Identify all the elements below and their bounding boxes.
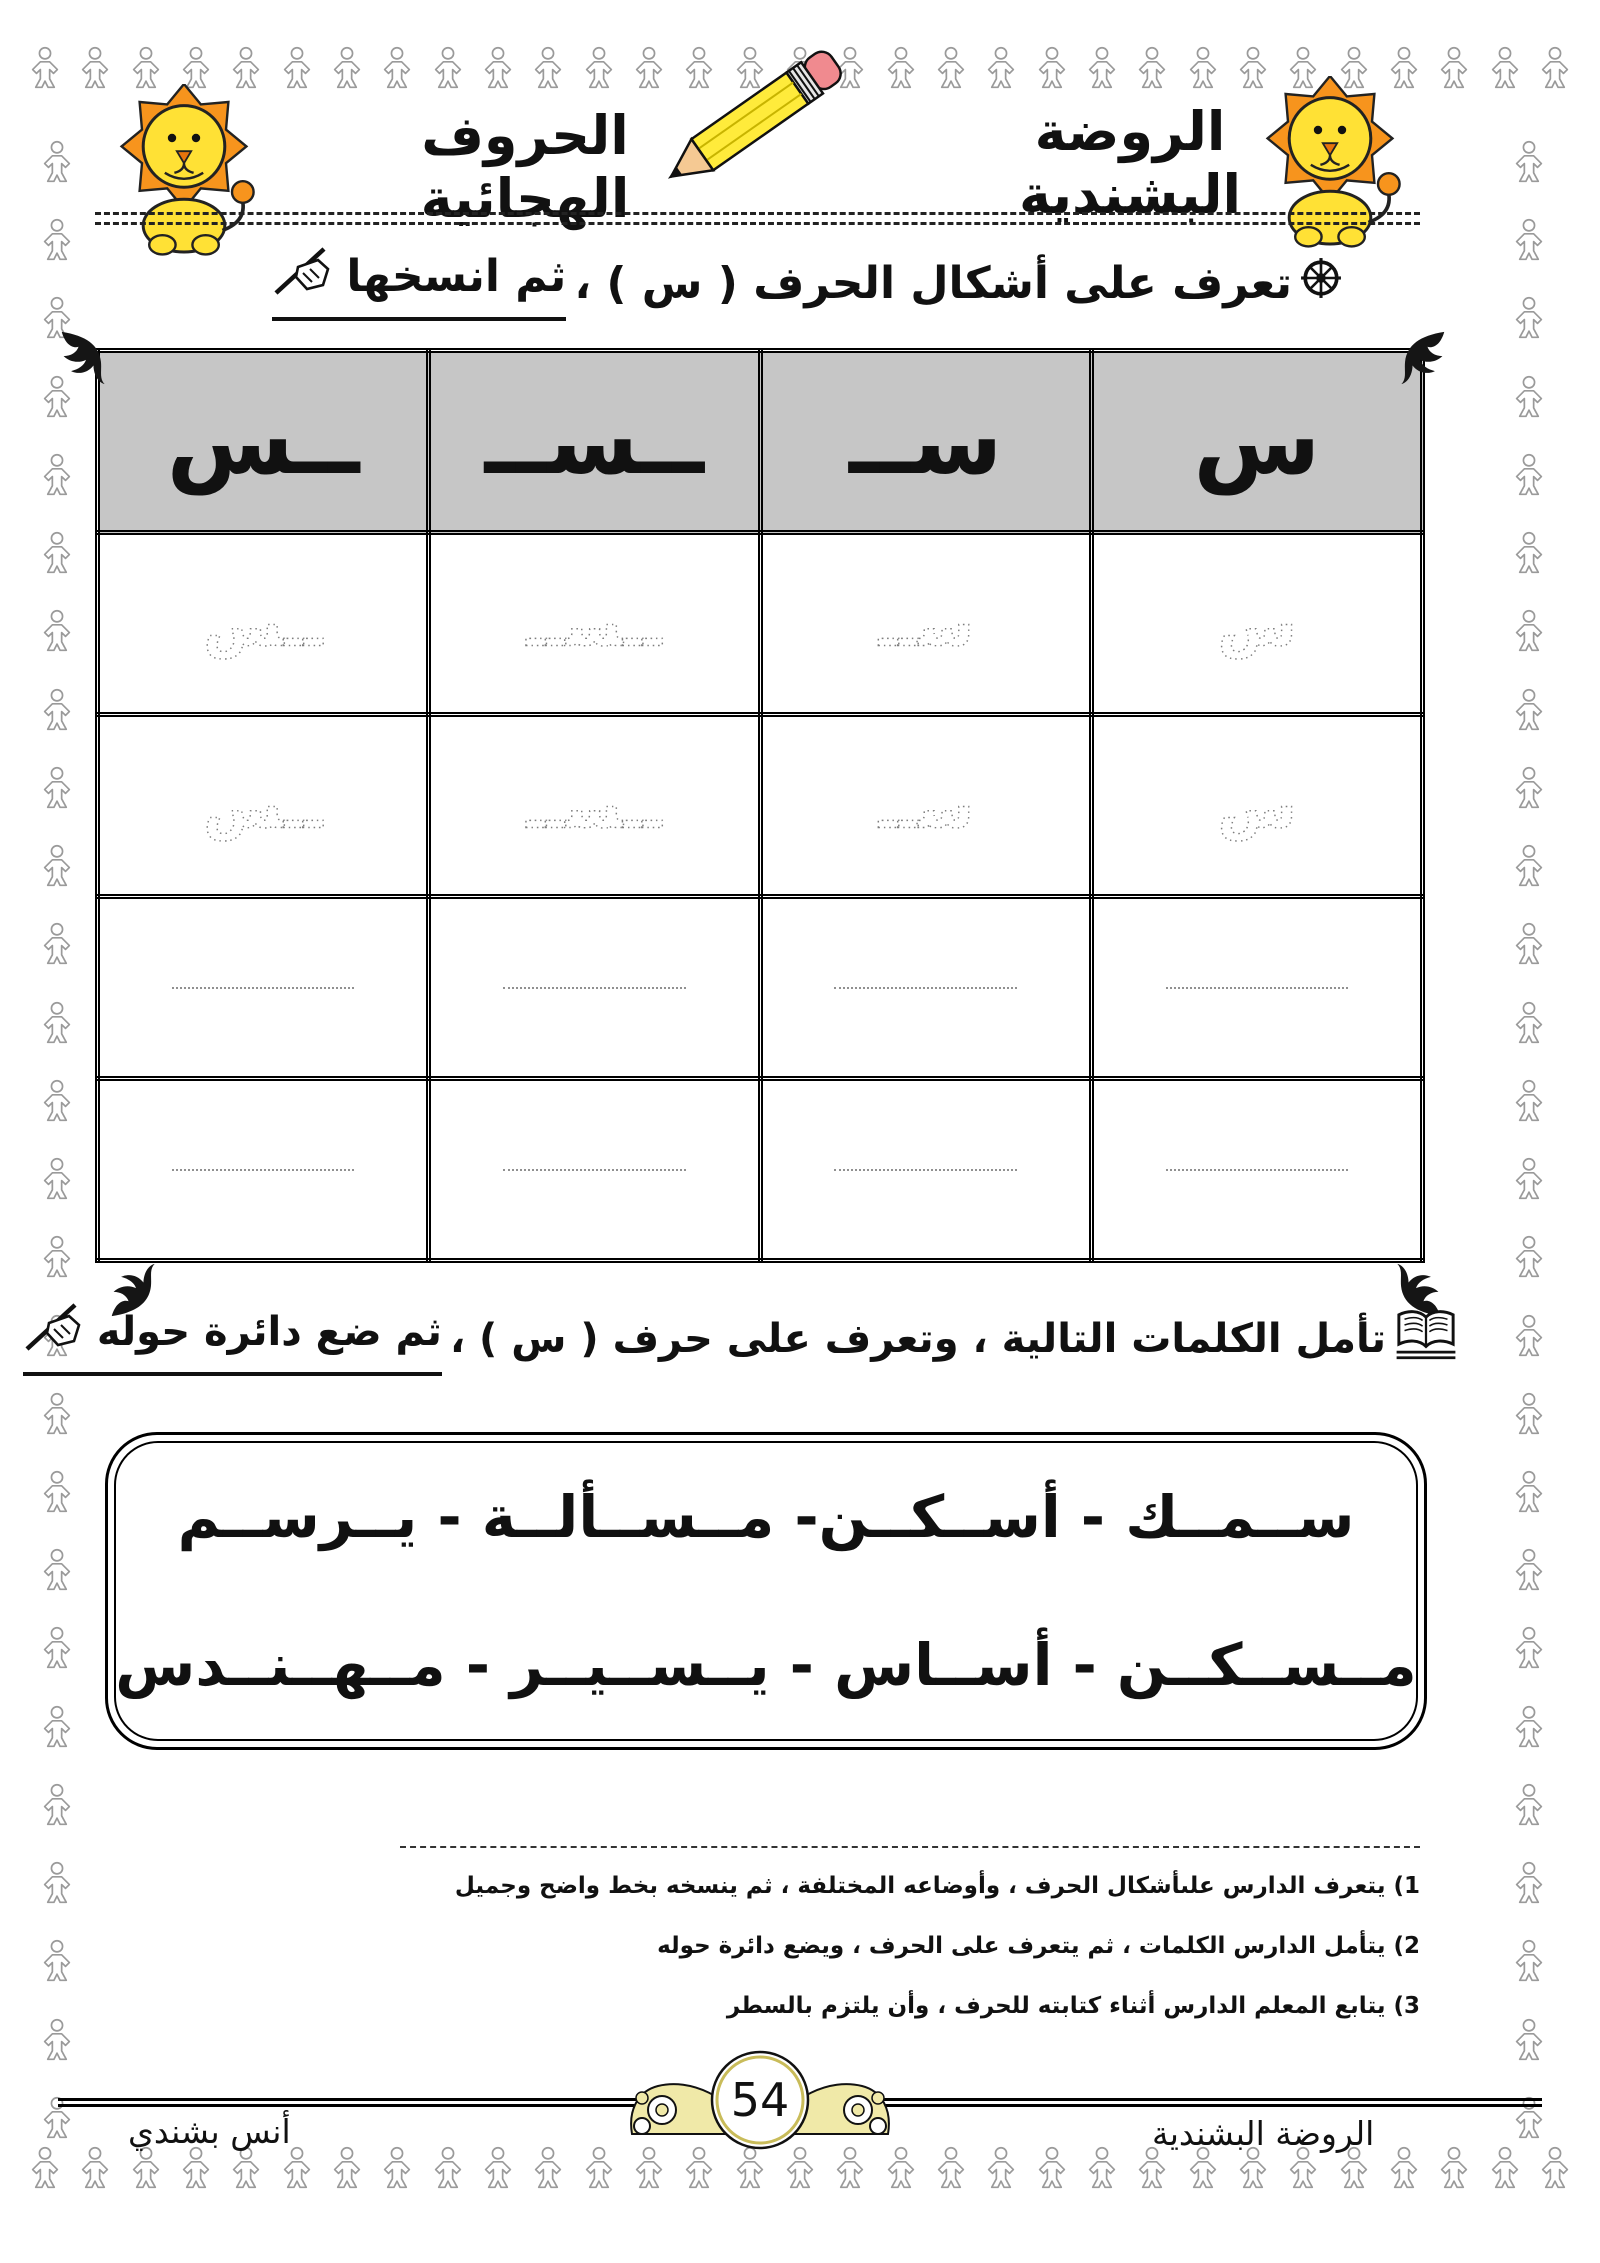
person-icon [1512, 531, 1546, 575]
header-title-brand: الروضة البشندية [1018, 100, 1242, 226]
practice-row [98, 1079, 1423, 1261]
person-icon [1512, 1157, 1546, 1201]
person-icon [1512, 766, 1546, 810]
writing-hand-icon [272, 246, 336, 307]
footnote-divider [400, 1846, 1420, 1848]
page-number: 54 [730, 2073, 790, 2127]
person-icon [330, 2146, 364, 2190]
border-right-person-icons [1512, 140, 1552, 2140]
person-icon [1488, 2146, 1522, 2190]
person-icon [1512, 218, 1546, 262]
person-icon [380, 46, 414, 90]
page-number-ornament [618, 2038, 902, 2172]
form-isolated: س [1091, 351, 1422, 533]
person-icon [1512, 1548, 1546, 1592]
person-icon [1035, 46, 1069, 90]
person-icon [1437, 46, 1471, 90]
person-icon [229, 2146, 263, 2190]
trace-letter: ــس [203, 593, 323, 660]
note-1: 1) يتعرف الدارس علىأشكال الحرف ، وأوضاعه المختلفة ، ثم ينسخه بخط واضح وجميل [454, 1873, 1420, 1899]
person-icon [1512, 609, 1546, 653]
person-icon [129, 2146, 163, 2190]
person-icon [78, 46, 112, 90]
person-icon [40, 531, 74, 575]
person-icon [179, 2146, 213, 2190]
section1-title-underlined: ثم انسخها [346, 251, 567, 302]
writing-guide-line [834, 1169, 1017, 1171]
person-icon [632, 46, 666, 90]
person-icon [1512, 688, 1546, 732]
person-icon [1512, 1079, 1546, 1123]
practice-row [98, 897, 1423, 1079]
person-icon [40, 1783, 74, 1827]
practice-cell[interactable] [1091, 897, 1422, 1079]
person-icon [1512, 2018, 1546, 2062]
border-left-person-icons [40, 140, 80, 2140]
person-icon [40, 1626, 74, 1670]
person-icon [1085, 46, 1119, 90]
person-icon [431, 46, 465, 90]
person-icon [40, 1861, 74, 1905]
corner-flourish-icon [1392, 330, 1448, 386]
person-icon [380, 2146, 414, 2190]
trace-letter: ــســ [526, 593, 662, 660]
person-icon [40, 1001, 74, 1045]
footer-brand: الروضة البشندية [1152, 2114, 1375, 2153]
practice-cell[interactable] [429, 897, 760, 1079]
section1-title-text: تعرف على أشكال الحرف ( س ) ، [574, 258, 1292, 309]
person-icon [1512, 844, 1546, 888]
writing-guide-line [503, 1169, 686, 1171]
practice-cell[interactable] [760, 1079, 1091, 1261]
person-icon [1512, 1470, 1546, 1514]
person-icon [40, 609, 74, 653]
practice-cell[interactable] [760, 897, 1091, 1079]
writing-guide-line [503, 987, 686, 989]
person-icon [984, 46, 1018, 90]
person-icon [1512, 1001, 1546, 1045]
person-icon [1512, 1939, 1546, 1983]
form-initial: ســ [760, 351, 1091, 533]
trace-row [98, 715, 1423, 897]
person-icon [40, 1392, 74, 1436]
practice-cell[interactable] [1091, 1079, 1422, 1261]
section2-title [23, 1302, 1458, 1376]
wheel-icon [1300, 257, 1342, 310]
person-icon [481, 2146, 515, 2190]
person-icon [1512, 1783, 1546, 1827]
trace-cell[interactable] [760, 533, 1091, 715]
person-icon [481, 46, 515, 90]
words-box [105, 1432, 1427, 1750]
trace-cell[interactable] [98, 533, 429, 715]
practice-cell[interactable] [98, 1079, 429, 1261]
writing-guide-line [1166, 1169, 1349, 1171]
person-icon [330, 46, 364, 90]
trace-cell[interactable] [98, 715, 429, 897]
person-icon [1512, 1314, 1546, 1358]
person-icon [431, 2146, 465, 2190]
header-divider [95, 212, 1420, 225]
person-icon [1512, 1626, 1546, 1670]
person-icon [1538, 2146, 1572, 2190]
note-2: 2) يتأمل الدارس الكلمات ، ثم يتعرف على الحرف ، ويضع دائرة حوله [657, 1933, 1420, 1959]
section2-title-underlined: ثم ضع دائرة حوله [96, 1309, 442, 1355]
person-icon [78, 2146, 112, 2190]
writing-guide-line [172, 987, 355, 989]
practice-cell[interactable] [429, 1079, 760, 1261]
person-icon [531, 2146, 565, 2190]
person-icon [682, 46, 716, 90]
form-final: ــس [98, 351, 429, 533]
person-icon [1512, 922, 1546, 966]
person-icon [40, 453, 74, 497]
writing-guide-line [1166, 987, 1349, 989]
person-icon [40, 1939, 74, 1983]
writing-guide-line [834, 987, 1017, 989]
person-icon [40, 1705, 74, 1749]
person-icon [934, 46, 968, 90]
person-icon [28, 2146, 62, 2190]
person-icon [1437, 2146, 1471, 2190]
person-icon [984, 2146, 1018, 2190]
words-box-inner [114, 1441, 1418, 1741]
words-line-1: ســمــك - أســكــن- مــســألــة - يــرســم [177, 1483, 1355, 1551]
section1-title [272, 246, 1342, 321]
person-icon [1387, 2146, 1421, 2190]
person-icon [1035, 2146, 1069, 2190]
person-icon [40, 1157, 74, 1201]
table-header-row [98, 351, 1423, 533]
trace-cell[interactable] [429, 533, 760, 715]
trace-letter: ســ [878, 775, 973, 842]
trace-letter: س [1217, 775, 1296, 842]
lion-icon [1258, 76, 1408, 214]
writing-guide-line [172, 1169, 355, 1171]
trace-letter: ســ [878, 593, 973, 660]
section2-title-text: تأمل الكلمات التالية ، وتعرف على حرف ( س ) ، [449, 1316, 1386, 1362]
person-icon [1512, 1861, 1546, 1905]
practice-cell[interactable] [98, 897, 429, 1079]
person-icon [1085, 2146, 1119, 2190]
person-icon [1135, 46, 1169, 90]
words-line-2: مــســكــن - أســاس - يــســيــر - مــهــنــدس [115, 1631, 1417, 1699]
person-icon [40, 1548, 74, 1592]
trace-letter: ــســ [526, 775, 662, 842]
person-icon [40, 1235, 74, 1279]
writing-hand-icon [23, 1302, 87, 1362]
person-icon [1512, 453, 1546, 497]
trace-cell[interactable] [1091, 533, 1422, 715]
note-3: 3) يتابع المعلم الدارس أثناء كتابته للحرف ، وأن يلتزم بالسطر [726, 1993, 1420, 2019]
person-icon [1512, 375, 1546, 419]
trace-row [98, 533, 1423, 715]
person-icon [1512, 140, 1546, 184]
person-icon [531, 46, 565, 90]
person-icon [1186, 46, 1220, 90]
form-medial: ــســ [429, 351, 760, 533]
person-icon [28, 46, 62, 90]
person-icon [40, 922, 74, 966]
person-icon [884, 46, 918, 90]
person-icon [1512, 1705, 1546, 1749]
trace-letter: س [1217, 593, 1296, 660]
person-icon [934, 2146, 968, 2190]
lion-icon [112, 84, 262, 222]
footer-author: أنس بشندي [128, 2112, 291, 2151]
person-icon [40, 688, 74, 732]
trace-cell[interactable] [429, 715, 760, 897]
person-icon [40, 2018, 74, 2062]
person-icon [582, 2146, 616, 2190]
letter-forms-table [95, 348, 1425, 1263]
person-icon [1512, 1392, 1546, 1436]
person-icon [1512, 296, 1546, 340]
person-icon [1512, 1235, 1546, 1279]
person-icon [40, 1470, 74, 1514]
person-icon [280, 46, 314, 90]
person-icon [40, 766, 74, 810]
person-icon [1488, 46, 1522, 90]
person-icon [40, 844, 74, 888]
person-icon [40, 218, 74, 262]
teacher-notes [430, 1856, 1420, 2036]
trace-letter: ــس [203, 775, 323, 842]
person-icon [1538, 46, 1572, 90]
trace-cell[interactable] [760, 715, 1091, 897]
open-book-icon [1394, 1308, 1458, 1370]
person-icon [40, 1079, 74, 1123]
person-icon [280, 2146, 314, 2190]
person-icon [582, 46, 616, 90]
trace-cell[interactable] [1091, 715, 1422, 897]
corner-flourish-icon [58, 330, 114, 386]
person-icon [40, 140, 74, 184]
header-title-letters: الحروف الهجائية [420, 104, 630, 230]
